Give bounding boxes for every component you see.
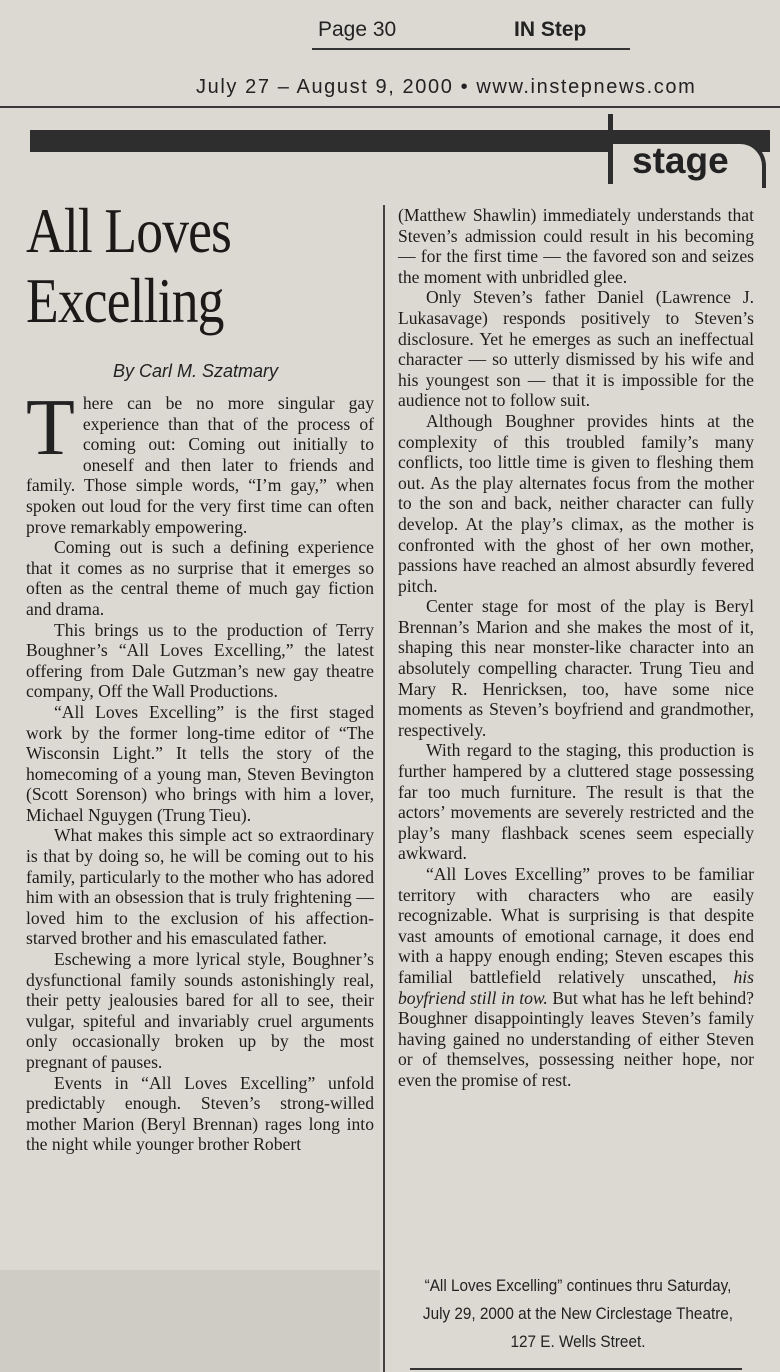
italic-phrase: his boyfriend still in tow. <box>398 966 754 1008</box>
paragraph: (Matthew Shawlin) immediately understands that Steven’s admission could result in his becoming — for the first time — the favored son and seizes the moment with unbridled glee. <box>398 205 754 287</box>
paragraph-text: But what has he left behind? Boughner disappointingly leaves Steven’s family having gained no understanding of either Steven or of themselves, possessing neither hope, nor even the promise of rest. <box>398 987 754 1090</box>
tagline-line-2: July 29, 2000 at the New Circlestage Theatre, <box>422 1304 734 1323</box>
section-bar-tick <box>608 114 613 184</box>
headline-line-2: Excelling <box>26 266 224 336</box>
bottom-rule <box>410 1368 742 1370</box>
paragraph: With regard to the staging, this production is further hampered by a cluttered stage possessing far too much furniture. The result is that the actors’ movements are severely restricted and the play’s many flashback scenes seem especially awkward. <box>398 740 754 864</box>
paragraph: What makes this simple act so extraordinary is that by doing so, he will be coming out to his family, particularly to the mother who has adored him with an obsession that is truly frightening — loved him to the exclusion of his affection-starved brother and his emasculated father. <box>26 825 374 949</box>
paragraph: “All Loves Excelling” is the first staged work by the former long-time editor of “The Wisconsin Light.” It tells the story of the homecoming of a young man, Steven Bevington (Scott Sorenson) who brings with him a lover, Michael Nguygen (Trung Tieu). <box>26 701 374 825</box>
publication-name: IN Step <box>514 18 587 41</box>
production-info <box>416 1272 740 1356</box>
paragraph-text: here can be no more singular gay experience than that of the process of coming out: Coming out initially to oneself and then later to friends and family. Those simple words, “I’m gay,” when spoken out loud for the very first time can often prove remarkably empowering. <box>26 393 374 537</box>
paragraph <box>398 864 754 1091</box>
paragraph: Coming out is such a defining experience that it comes as no surprise that it emerges so often as the central theme of much gay fiction and drama. <box>26 537 374 619</box>
article-column-left <box>26 384 374 1155</box>
paragraph: Only Steven’s father Daniel (Lawrence J. Lukasavage) responds positively to Steven’s disclosure. Yet he emerges as such an ineffectual character — so utterly dismissed by his wife and his youngest son — that it is impossible for the audience not to follow suit. <box>398 287 754 411</box>
paragraph: Although Boughner provides hints at the complexity of this troubled family’s many conflicts, too little time is given to fleshing them out. As the play alternates focus from the mother to the son and back, neither character can fully develop. At the play’s climax, as the mother is confronted with the ghost of her own mother, passions have reached an almost absurdly fevered pitch. <box>398 410 754 596</box>
paragraph: Eschewing a more lyrical style, Boughner’s dysfunctional family sounds astonishingly real, their petty jealousies bared for all to see, their vulgar, spiteful and invariably cruel arguments only occasionally broken up by the most pregnant of pauses. <box>26 949 374 1072</box>
tagline-line-3: 127 E. Wells Street. <box>510 1332 646 1351</box>
headline-line-1: All Loves <box>26 196 232 266</box>
blank-area <box>0 1270 380 1372</box>
dateline: July 27 – August 9, 2000 • www.instepnews.com <box>196 76 697 98</box>
paragraph: This brings us to the production of Terry Boughner’s “All Loves Excelling,” the latest offering from Dale Gutzman’s new gay theatre company, Off the Wall Productions. <box>26 619 374 702</box>
paragraph <box>26 384 374 537</box>
column-divider <box>383 205 385 1372</box>
byline: By Carl M. Szatmary <box>113 361 279 381</box>
header-rule <box>0 106 780 108</box>
article-headline <box>26 196 315 336</box>
section-label: stage <box>632 140 729 181</box>
tagline-line-1: “All Loves Excelling” continues thru Saturday, <box>424 1276 732 1295</box>
drop-cap: T <box>26 384 75 472</box>
article-column-right <box>398 205 754 1091</box>
paragraph: Center stage for most of the play is Beryl Brennan’s Marion and she makes the most of it, shaping this near monster-like character into an absolutely compelling character. Trung Tieu and Mary R. Henricksen, too, have some nice moments as Steven’s boyfriend and grandmother, respectively. <box>398 596 754 740</box>
paragraph: Events in “All Loves Excelling” unfold predictably enough. Steven’s strong-willed mother Marion (Beryl Brennan) rages long into the night while younger brother Robert <box>26 1072 374 1155</box>
page-number: Page 30 <box>318 18 397 41</box>
paragraph-text: “All Loves Excelling” proves to be familiar territory with characters who are easily recognizable. What is surprising is that despite vast amounts of emotional carnage, it does end with a happy enough ending; Steven escapes this familial battlefield relatively unscathed, <box>398 864 754 987</box>
